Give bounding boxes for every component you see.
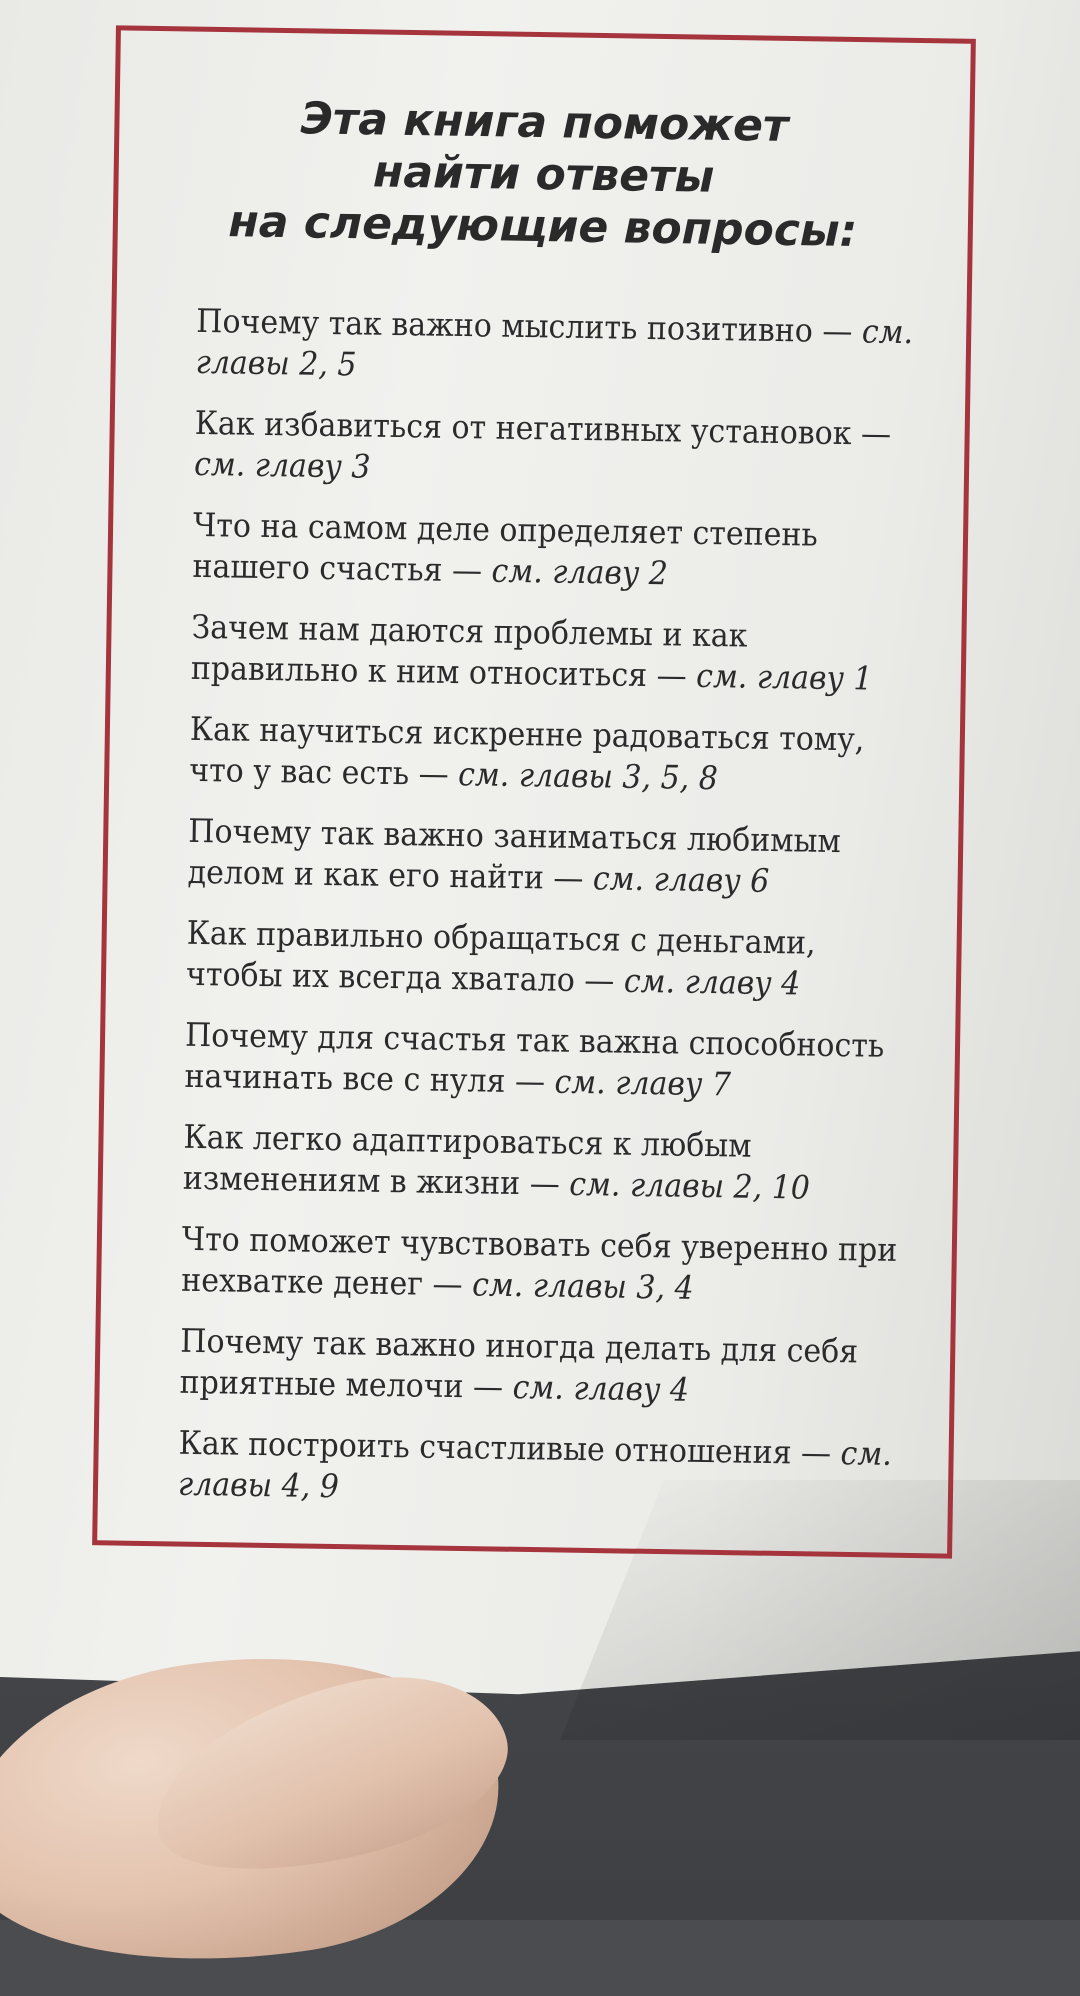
question-text: Как легко адаптироваться к любым изменениям в жизни — xyxy=(182,1118,752,1204)
list-item xyxy=(195,302,916,395)
question-list xyxy=(177,302,916,1537)
chapter-reference: см. главу 3 xyxy=(193,445,371,487)
chapter-reference: см. главы 2, 10 xyxy=(568,1165,811,1208)
red-frame xyxy=(92,25,976,1558)
list-item xyxy=(187,812,908,905)
question-text: Зачем нам даются проблемы и как правильно к ним относиться — xyxy=(190,608,748,696)
question-text: Почему для счастья так важна способность начинать все с нуля — xyxy=(184,1016,885,1102)
chapter-reference: см. главу 1 xyxy=(695,657,873,699)
list-item xyxy=(184,1016,905,1109)
list-item xyxy=(178,1424,899,1517)
chapter-reference: см. главу 6 xyxy=(592,860,770,901)
question-text: Почему так важно иногда делать для себя приятные мелочи — xyxy=(179,1322,859,1407)
chapter-reference: см. главу 4 xyxy=(623,962,801,1004)
question-text: Почему так важно заниматься любимым делом и как его найти — xyxy=(187,812,842,898)
chapter-reference: см. главы 2, 5 xyxy=(195,313,914,385)
list-item xyxy=(181,1220,902,1313)
chapter-reference: см. главы 3, 4 xyxy=(471,1266,694,1308)
list-item xyxy=(183,1118,904,1211)
chapter-reference: см. главы 4, 9 xyxy=(177,1434,893,1506)
question-text: Что на самом деле определяет степень нашего счастья — xyxy=(192,506,819,591)
chapter-reference: см. главу 2 xyxy=(491,552,669,593)
question-text: Что поможет чувствовать себя уверенно при нехватке денег — xyxy=(180,1220,898,1305)
question-text: Как научиться искренне радоваться тому, что у вас есть — xyxy=(188,710,865,794)
question-text: Как избавиться от негативных установок — xyxy=(194,404,892,454)
list-item xyxy=(192,506,913,599)
question-text: Почему так важно мыслить позитивно — xyxy=(196,302,863,351)
list-item xyxy=(179,1322,900,1415)
question-text: Как построить счастливые отношения — xyxy=(178,1424,841,1473)
heading-line-2: найти ответы xyxy=(372,146,715,203)
chapter-reference: см. главы 3, 5, 8 xyxy=(457,755,719,798)
question-text: Как правильно обращаться с деньгами, чтобы их всегда хватало — xyxy=(185,914,816,1001)
list-item xyxy=(194,404,915,497)
list-item xyxy=(186,914,907,1007)
heading-line-1: Эта книга поможет xyxy=(300,93,789,152)
chapter-reference: см. главу 4 xyxy=(512,1368,690,1410)
page-heading xyxy=(118,90,970,259)
list-item xyxy=(191,608,912,701)
list-item xyxy=(189,710,910,803)
heading-line-3: на следующие вопросы: xyxy=(228,196,858,258)
chapter-reference: см. главу 7 xyxy=(554,1063,732,1105)
